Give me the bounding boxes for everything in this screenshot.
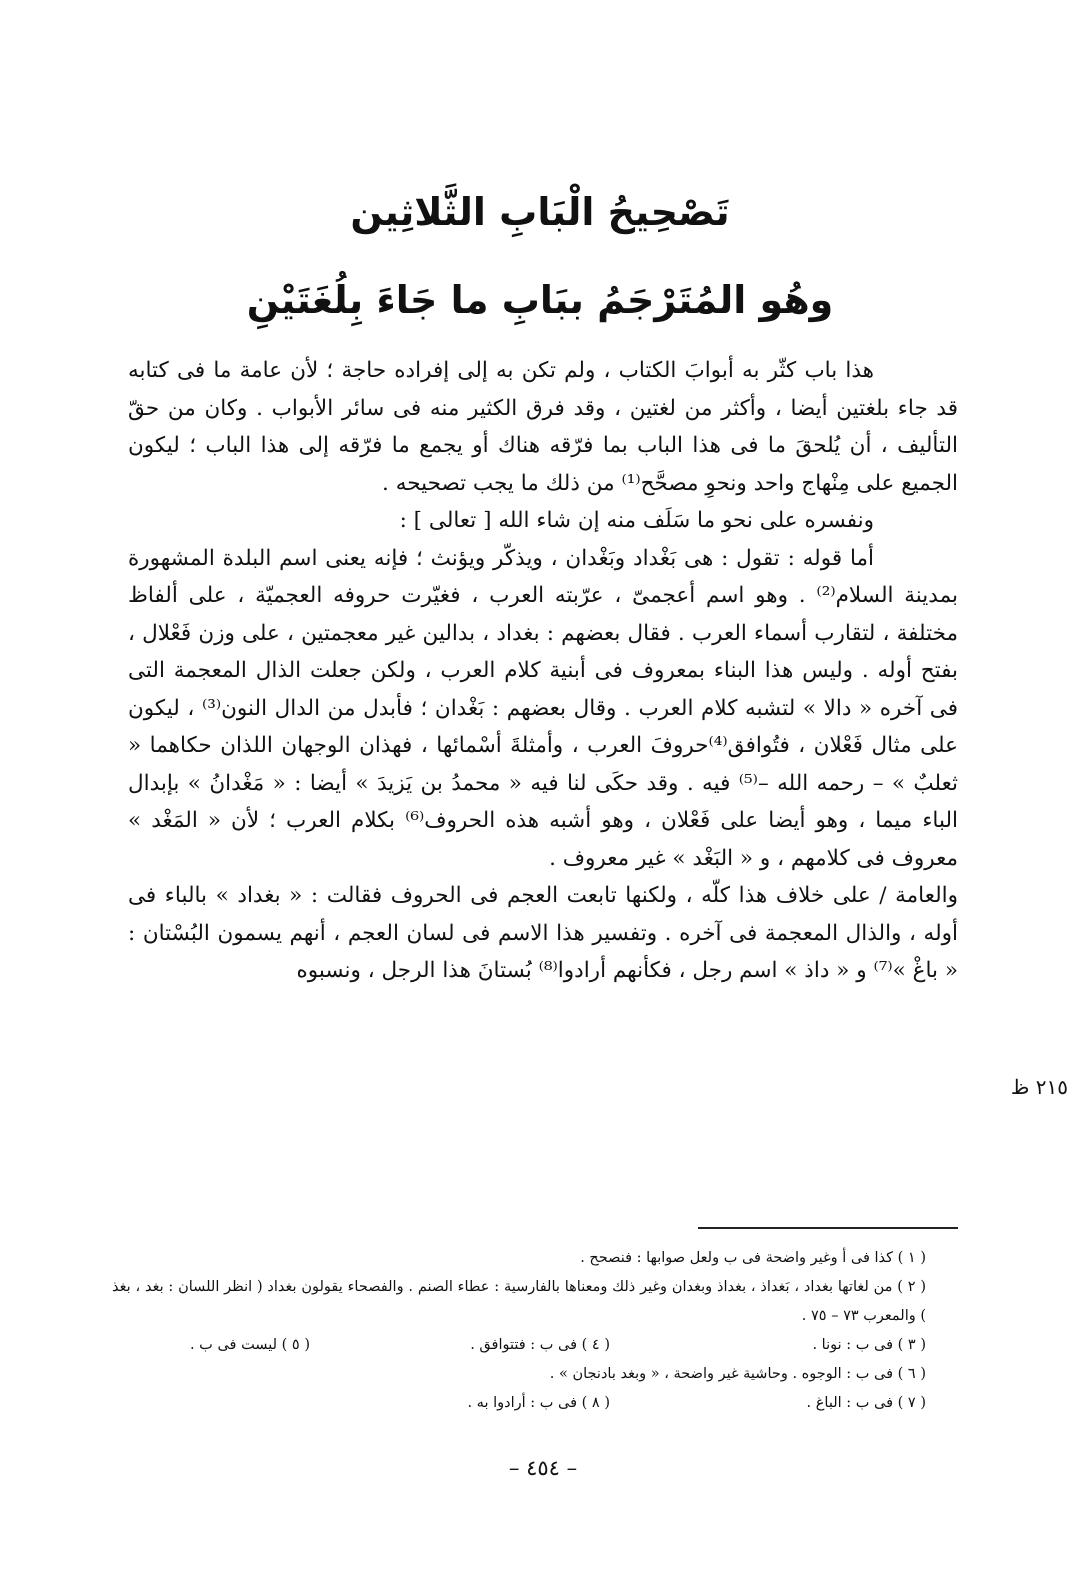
footnote-row-3-5 [112, 1331, 926, 1360]
footnote-separator [698, 1227, 958, 1229]
chapter-title: تَصْحِيحُ الْبَابِ الثَّلاثِين [350, 190, 730, 234]
paragraph-method: ونفسره على نحو ما سَلَف منه إن شاء الله [ تعالى ] : [399, 508, 874, 533]
paragraph-intro: هذا باب كثّر به أبوابَ الكتاب ، ولم تكن به إلى إفراده حاجة ؛ لأن عامة ما فى كتابه قد جاء بلغتين أيضا ، وأكثر من لغتين ، وقد فرق الكثير منه فى سائر الأبواب . وكان من حقّ التأليف ، أن يُلحقَ ما فى هذا الباب بما فرّقه هناك أو يجمع ما فرّقه إلى هذا الباب ؛ ليكون الجميع على مِنْهاج واحد ونحوِ مصحَّح⁽¹⁾ من ذلك ما يجب تصحيحه . [128, 358, 958, 496]
footnote-5: ( ٥ ) ليست فى ب . [189, 1337, 310, 1353]
footnote-4: ( ٤ ) فى ب : فتتوافق . [470, 1337, 610, 1353]
footnote-8: ( ٨ ) فى ب : أرادوا به . [467, 1395, 610, 1411]
footnote-2: ( ٢ ) من لغاتها بغداد ، بَغداذ ، بغداذ وبغدان وغير ذلك ومعناها بالفارسية : عطاء الصنم . والفصحاء يقولون بغداد ( انظر اللسان : بغد ، بغذ ) والمعرب ٧٣ – ٧٥ . [112, 1279, 926, 1324]
footnote-row-7-8 [112, 1389, 926, 1418]
footnote-7: ( ٧ ) فى ب : الباغ . [806, 1395, 926, 1411]
chapter-heading [160, 168, 920, 344]
manuscript-folio-marker: ٢١٥ ظ [1010, 1075, 1068, 1099]
page-number: – ٤٥٤ – [508, 1456, 578, 1480]
footnotes [112, 1244, 926, 1418]
main-text [128, 352, 958, 990]
footnote-1: ( ١ ) كذا فى أ وغير واضحة فى ب ولعل صوابها : فنصحح . [580, 1250, 926, 1266]
chapter-subtitle: وهُو المُتَرْجَمُ ببَابِ ما جَاءَ بِلُغَتَيْنِ [246, 278, 834, 322]
paragraph-common-usage: والعامة / على خلاف هذا كلّه ، ولكنها تابعت العجم فى الحروف فقالت : « بغداد » بالباء فى أوله ، والذال المعجمة فى آخره . وتفسير هذا الاسم فى لسان العجم ، أنهم يسمون البُسْتان : « باغْ »⁽⁷⁾ و « داذ » اسم رجل ، فكأنهم أرادوا⁽⁸⁾ بُستانَ هذا الرجل ، ونسبوه [128, 883, 958, 983]
footnote-3: ( ٣ ) فى ب : نونا . [812, 1337, 926, 1353]
paragraph-baghdad: أما قوله : تقول : هى بَغْداد وبَغْدان ، ويذكّر ويؤنث ؛ فإنه يعنى اسم البلدة المشهورة بمدينة السلام⁽²⁾ . وهو اسم أعجمىّ ، عرّبته العرب ، فغيّرت حروفه العجميّة ، على ألفاظ مختلفة ، لتقارب أسماء العرب . فقال بعضهم : بغداد ، بدالين غير معجمتين ، على وزن فَعْلال ، بفتح أوله . وليس هذا البناء بمعروف فى أبنية كلام العرب ، ولكن جعلت الذال المعجمة التى فى آخره « دالا » لتشبه كلام العرب . وقال بعضهم : بَغْدان ؛ فأبدل من الدال النون⁽³⁾ ، ليكون على مثال فَعْلان ، فتُوافق⁽⁴⁾حروفَ العرب ، وأمثلةَ أسْمائها ، فهذان الوجهان اللذان حكاهما « ثعلبٌ » – رحمه الله –⁽⁵⁾ فيه . وقد حكَى لنا فيه « محمدُ بن يَزيدَ » أيضا : « مَغْدانُ » بإبدال الباء ميما ، وهو أيضا على فَعْلان ، وهو أشبه هذه الحروف⁽⁶⁾ بكلام العرب ؛ لأن « المَغْد » معروف فى كلامهم ، و « البَغْد » غير معروف . [128, 545, 959, 871]
footnote-6: ( ٦ ) فى ب : الوجوه . وحاشية غير واضحة ، « وبغد بادنجان » . [549, 1366, 926, 1382]
